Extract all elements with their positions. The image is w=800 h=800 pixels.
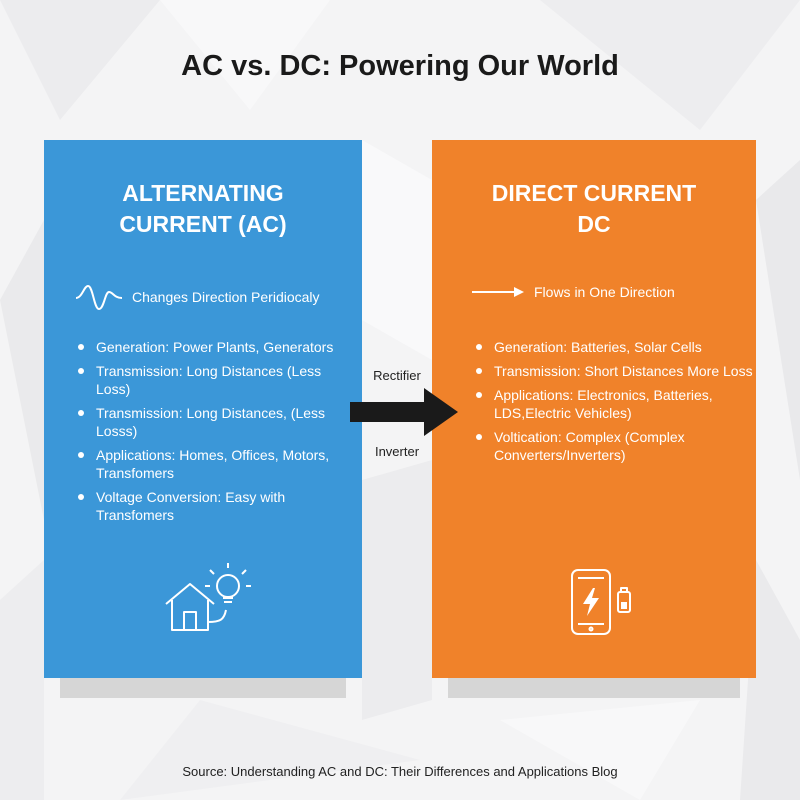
- source-caption: Source: Understanding AC and DC: Their Differences and Applications Blog: [182, 764, 618, 779]
- page-title: AC vs. DC: Powering Our World: [181, 50, 619, 82]
- dc-bullet-list: [474, 338, 754, 470]
- ac-panel-title: [44, 178, 362, 240]
- dc-panel-title: [432, 178, 756, 240]
- house-lightbulb-icon: [162, 560, 252, 640]
- ac-feature: [44, 282, 362, 312]
- list-item: Voltication: Complex (Complex Converters/Inverters): [474, 428, 754, 464]
- list-item: Applications: Electronics, Batteries, LDS,Electric Vehicles): [474, 386, 754, 422]
- dc-feature: [432, 282, 756, 302]
- dc-title-line2: DC: [577, 211, 611, 237]
- list-item: Transmission: Long Distances (Less Loss): [76, 362, 356, 398]
- arrow-right-icon: [470, 282, 526, 302]
- rectifier-label: Rectifier: [373, 368, 421, 383]
- ac-title-line1: ALTERNATING: [122, 180, 284, 206]
- ac-bullet-list: [76, 338, 356, 530]
- ac-panel: [44, 140, 362, 678]
- dc-panel: [432, 140, 756, 678]
- smartphone-battery-icon: [568, 568, 638, 638]
- list-item: Transmission: Short Distances More Loss: [474, 362, 754, 380]
- ac-feature-text: Changes Direction Peridiocaly: [132, 289, 320, 305]
- list-item: Transmission: Long Distances, (Less Losss): [76, 404, 356, 440]
- ac-panel-shadow: [60, 676, 346, 698]
- dc-title-line1: DIRECT CURRENT: [491, 180, 697, 206]
- conversion-arrow-icon: [350, 388, 460, 436]
- dc-panel-shadow: [448, 676, 740, 698]
- inverter-label: Inverter: [374, 444, 420, 459]
- list-item: Applications: Homes, Offices, Motors, Transfomers: [76, 446, 356, 482]
- list-item: Voltage Conversion: Easy with Transfomers: [76, 488, 356, 524]
- ac-title-line2: CURRENT (AC): [119, 211, 287, 237]
- dc-feature-text: Flows in One Direction: [534, 284, 675, 300]
- list-item: Generation: Batteries, Solar Cells: [474, 338, 754, 356]
- sine-wave-icon: [74, 282, 124, 312]
- list-item: Generation: Power Plants, Generators: [76, 338, 356, 356]
